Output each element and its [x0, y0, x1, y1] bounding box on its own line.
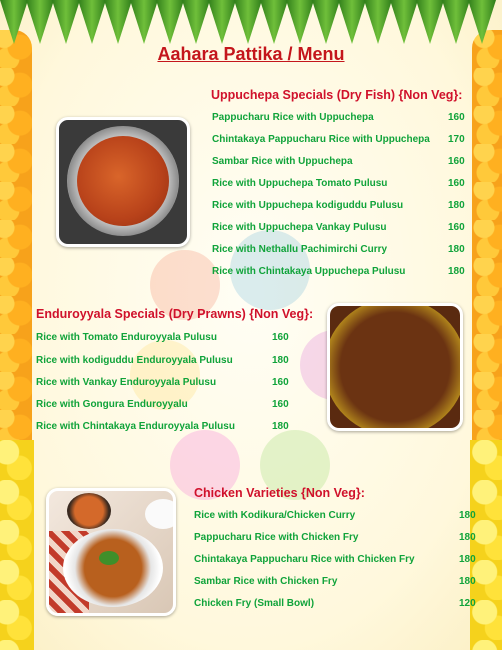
menu-item [212, 112, 472, 128]
mango-leaf [260, 0, 288, 44]
item-name: Sambar Rice with Chicken Fry [194, 576, 338, 587]
item-name: Chintakaya Pappucharu Rice with Chicken Fry [194, 554, 415, 565]
item-price: 160 [272, 377, 289, 388]
menu-item [36, 421, 296, 437]
mango-leaf [364, 0, 392, 44]
item-name: Rice with Uppuchepa kodiguddu Pulusu [212, 200, 404, 211]
item-name: Pappucharu Rice with Uppuchepa [212, 112, 374, 123]
mango-leaf [468, 0, 496, 44]
mango-leaf [104, 0, 132, 44]
mango-leaf-toran [0, 0, 502, 44]
item-name: Rice with Chintakaya Enduroyyala Pulusu [36, 421, 235, 432]
menu-item [36, 355, 296, 371]
item-price: 180 [448, 266, 465, 277]
section-title-enduroyyala: Enduroyyala Specials (Dry Prawns) {Non Veg}: [36, 307, 314, 321]
menu-item [212, 266, 472, 282]
mango-leaf [78, 0, 106, 44]
dry-prawns-photo [327, 303, 463, 431]
mango-leaf [26, 0, 54, 44]
menu-item [194, 576, 480, 592]
item-name: Rice with Uppuchepa Vankay Pulusu [212, 222, 387, 233]
mango-leaf [182, 0, 210, 44]
mango-leaf [312, 0, 340, 44]
menu-item [194, 598, 480, 614]
menu-item [36, 399, 296, 415]
item-price: 160 [272, 332, 289, 343]
item-price: 180 [459, 532, 476, 543]
item-price: 180 [272, 421, 289, 432]
mango-leaf [338, 0, 366, 44]
menu-item [212, 222, 472, 238]
small-bowl [67, 493, 111, 529]
section-title-chicken: Chicken Varieties {Non Veg}: [194, 486, 365, 500]
menu-item [212, 134, 472, 150]
white-dish [63, 529, 163, 607]
item-price: 170 [448, 134, 465, 145]
mango-leaf [156, 0, 184, 44]
item-name: Rice with Tomato Enduroyyala Pulusu [36, 332, 217, 343]
item-price: 180 [459, 510, 476, 521]
mango-leaf [130, 0, 158, 44]
item-name: Chicken Fry (Small Bowl) [194, 598, 315, 609]
item-name: Rice with Uppuchepa Tomato Pulusu [212, 178, 388, 189]
item-name: Rice with Vankay Enduroyyala Pulusu [36, 377, 217, 388]
dry-fish-curry-photo [56, 117, 190, 247]
mango-leaf [416, 0, 444, 44]
menu-item [194, 510, 480, 526]
item-name: Rice with Chintakaya Uppuchepa Pulusu [212, 266, 406, 277]
mango-leaf [0, 0, 28, 44]
item-price: 180 [459, 576, 476, 587]
item-name: Rice with Nethallu Pachimirchi Curry [212, 244, 388, 255]
item-price: 180 [448, 200, 465, 211]
curry [77, 136, 169, 226]
serving-bowl [327, 303, 463, 431]
yellow-garland-left [0, 440, 34, 650]
page-title: Aahara Pattika / Menu [157, 44, 345, 64]
mango-leaf [442, 0, 470, 44]
item-name: Rice with kodiguddu Enduroyyala Pulusu [36, 355, 233, 366]
item-name: Pappucharu Rice with Chicken Fry [194, 532, 359, 543]
item-name: Chintakaya Pappucharu Rice with Uppuchepa [212, 134, 430, 145]
menu-item [212, 244, 472, 260]
menu-item [212, 156, 472, 172]
item-price: 160 [272, 399, 289, 410]
curry-leaves [99, 551, 119, 565]
mango-leaf [390, 0, 418, 44]
item-price: 160 [448, 222, 465, 233]
menu-item [194, 532, 480, 548]
section-title-uppuchepa: Uppuchepa Specials (Dry Fish) {Non Veg}: [211, 88, 463, 102]
item-price: 160 [448, 112, 465, 123]
item-name: Rice with Kodikura/Chicken Curry [194, 510, 356, 521]
menu-item [212, 200, 472, 216]
menu-item [194, 554, 480, 570]
mango-leaf [234, 0, 262, 44]
item-price: 180 [448, 244, 465, 255]
menu-item [212, 178, 472, 194]
item-price: 120 [459, 598, 476, 609]
menu-item [36, 332, 296, 348]
mango-leaf [208, 0, 236, 44]
mango-leaf [286, 0, 314, 44]
item-price: 160 [448, 156, 465, 167]
item-price: 180 [459, 554, 476, 565]
rice-bowl [145, 499, 176, 529]
item-price: 180 [272, 355, 289, 366]
menu-item [36, 377, 296, 393]
mango-leaf [52, 0, 80, 44]
item-price: 160 [448, 178, 465, 189]
chicken-curry-photo [46, 488, 176, 616]
item-name: Sambar Rice with Uppuchepa [212, 156, 353, 167]
item-name: Rice with Gongura Enduroyyalu [36, 399, 188, 410]
